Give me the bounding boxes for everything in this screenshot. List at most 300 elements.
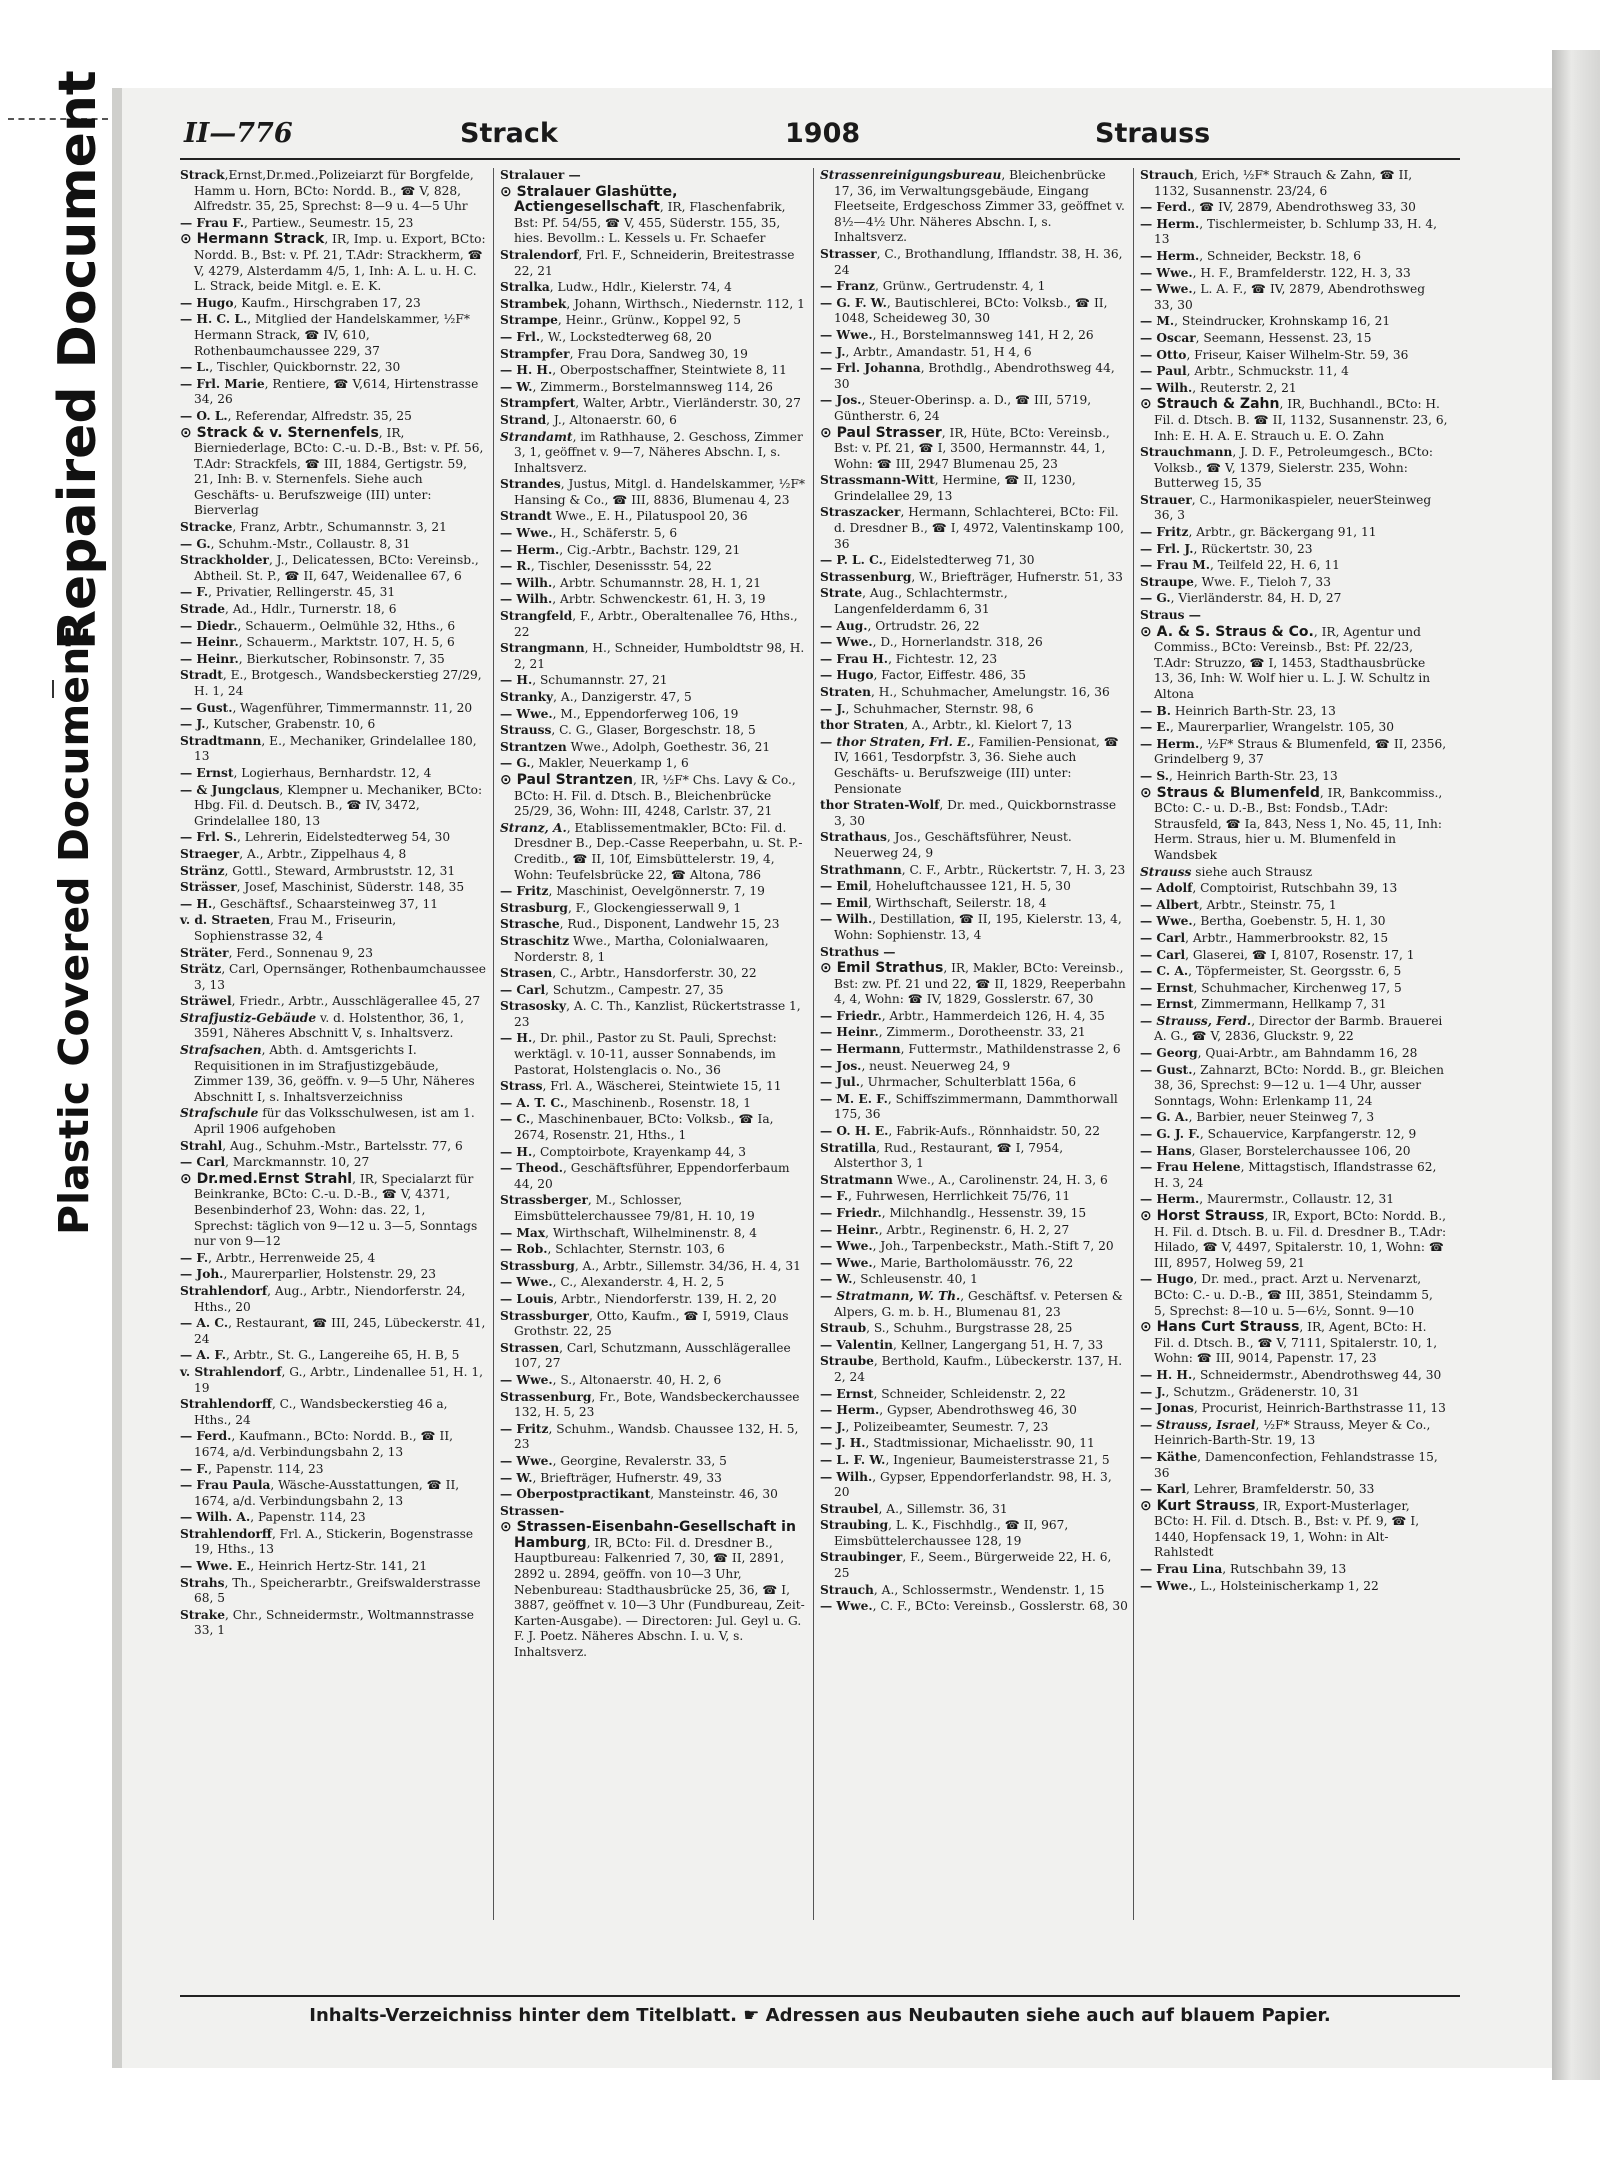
entry-details: , Milchhandlg., Hessenstr. 39, 15 — [881, 1206, 1087, 1220]
entry-details: , A. C. Th., Kanzlist, Rückertstrasse 1, 23 — [514, 999, 801, 1029]
entry-name: — Hermann — [820, 1042, 901, 1057]
directory-entry — [180, 1139, 488, 1155]
entry-name: — Wilh. — [500, 592, 553, 607]
entry-name: — Fritz — [1140, 525, 1189, 540]
entry-name: Straten — [820, 685, 871, 699]
entry-details: , Heinrich Hertz-Str. 141, 21 — [250, 1559, 428, 1574]
entry-name: Strathmann — [820, 862, 902, 877]
entry-details: , ☎ IV, 2879, Abendrothsweg 33, 30 — [1191, 200, 1416, 215]
entry-details: , W., Briefträger, Hufnerstr. 51, 33 — [911, 569, 1123, 584]
directory-entry — [500, 347, 808, 363]
directory-entry — [1140, 997, 1448, 1013]
entry-name: — Wwe. E. — [180, 1559, 251, 1574]
directory-entry — [500, 1422, 808, 1453]
entry-details: , Lehrerin, Eidelstedterweg 54, 30 — [237, 830, 451, 845]
entry-details: , im Rathhause, 2. Geschoss, Zimmer 3, 1, geöffnet v. 9—7, Näheres Abschn. I, s. Inhaltsverz. — [514, 429, 803, 475]
directory-entry — [180, 1478, 488, 1509]
directory-entry — [500, 821, 808, 883]
entry-details: , Arbtr., gr. Bäckergang 91, 11 — [1188, 525, 1377, 540]
directory-entry — [1140, 704, 1448, 720]
directory-entry — [500, 430, 808, 477]
column-divider — [1133, 168, 1134, 1920]
entry-name: Strauch — [1140, 168, 1194, 182]
entry-name: — Gust. — [1140, 1062, 1193, 1077]
entry-name: — Fritz — [500, 884, 549, 899]
directory-entry — [180, 360, 488, 376]
entry-name: — Frau Paula — [180, 1478, 271, 1493]
entry-details: , Arbtr., Reginenstr. 6, H. 2, 27 — [878, 1222, 1070, 1237]
entry-name: — G. F. W. — [820, 295, 887, 310]
entry-name: Strantzen — [500, 739, 567, 754]
directory-entry — [500, 1390, 808, 1421]
entry-details: , Georgine, Revalerstr. 33, 5 — [552, 1453, 727, 1468]
directory-entry — [1140, 445, 1448, 492]
entry-name: Strand — [500, 412, 547, 427]
page-binding-edge — [112, 88, 122, 2068]
directory-entry — [1140, 558, 1448, 574]
entry-details: , Dr. phil., Pastor zu St. Pauli, Sprechst: werktägl. v. 10-11, ausser Sonnabends, im Pastorat, Holstenglacis o. No., 36 — [514, 1031, 777, 1077]
directory-entry — [1140, 1209, 1448, 1271]
entry-details: , IR, Makler, BCto: Vereinsb., Bst: zw. Pf. 21 und 22, ☎ II, 1829, Reeperbahn 4, 4, Wohn: ☎ IV, 1829, Gosslerstr. 67, 30 — [834, 961, 1126, 1007]
directory-entry — [1140, 397, 1448, 444]
entry-details: , Aug., Schuhm.-Mstr., Bartelsstr. 77, 6 — [222, 1138, 463, 1153]
entry-details: , Johann, Wirthsch., Niedernstr. 112, 1 — [566, 296, 805, 311]
directory-entry — [500, 1161, 808, 1192]
entry-name: — M. — [1140, 314, 1175, 329]
directory-entry — [820, 553, 1128, 569]
entry-details: , Heinr., Grünw., Koppel 92, 5 — [557, 313, 741, 328]
directory-entry — [180, 585, 488, 601]
entry-details: , Factor, Eiffestr. 486, 35 — [873, 668, 1026, 683]
entry-details: , A., Arbtr., Sillemstr. 34/36, H. 4, 31 — [574, 1258, 801, 1273]
entry-details: , Damenconfection, Fehlandstrasse 15, 36 — [1154, 1449, 1438, 1480]
entry-details: , Fr., Bote, Wandsbeckerchaussee 132, H. 5, 23 — [514, 1389, 800, 1420]
entry-details: , Töpfermeister, St. Georgsstr. 6, 5 — [1188, 964, 1402, 979]
entry-name: Strangfeld — [500, 609, 573, 624]
directory-entry — [180, 1172, 488, 1250]
directory-entry — [180, 232, 488, 294]
entry-name: — Frl. S. — [180, 830, 238, 845]
entry-name: — Wilh. — [820, 1469, 873, 1484]
directory-entry — [500, 1309, 808, 1340]
entry-details: , Barbier, neuer Steinweg 7, 3 — [1188, 1110, 1375, 1125]
directory-entry — [1140, 981, 1448, 997]
entry-name: — Wilh. A. — [180, 1510, 251, 1525]
entry-name: — Friedr. — [820, 1008, 882, 1023]
entry-details: , A., Sillemstr. 36, 31 — [878, 1501, 1008, 1516]
entry-name: Straszacker — [820, 505, 901, 520]
directory-entry — [820, 912, 1128, 943]
entry-name: Strassburger — [500, 1308, 589, 1323]
entry-details: , Kutscher, Grabenstr. 10, 6 — [205, 717, 376, 732]
entry-details: , IR, Export, BCto: Nordd. B., H. Fil. d. Dtsch. B. u. Fil. d. Dresdner B., T.Adr: Hilado, ☎ V, 4497, Spitalerstr. 10, 1, Wohn: ☎ III, 8957, Holweg 59, 21 — [1154, 1209, 1447, 1270]
entry-name: — Ernst — [180, 765, 234, 780]
entry-name: Strahlendorff — [180, 1526, 272, 1541]
page-header — [180, 112, 1460, 158]
entry-name: ⊙ Straus & Blumenfeld — [1140, 784, 1320, 801]
directory-entry — [1140, 1144, 1448, 1160]
directory-entry — [180, 913, 488, 944]
directory-entry — [820, 702, 1128, 718]
entry-details: , Rud., Restaurant, ☎ I, 7954, Alsterthor 3, 1 — [834, 1140, 1064, 1171]
directory-entry — [500, 330, 808, 346]
entry-details: Wwe., Adolph, Goethestr. 36, 21 — [566, 739, 771, 754]
directory-entry — [500, 396, 808, 412]
entry-name: Straubinger — [820, 1550, 903, 1565]
directory-entry — [180, 1429, 488, 1460]
entry-details: , IR, Buchhandl., BCto: H. Fil. d. Dtsch. B. ☎ II, 1132, Susannenstr. 23, 6, Inh: E. H. A. E. Strauch u. E. O. Zahn — [1154, 397, 1448, 443]
entry-name: Straschitz — [500, 933, 570, 948]
entry-details: , E., Mechaniker, Grindelallee 180, 13 — [194, 733, 477, 764]
entry-name: v. d. Straeten — [180, 913, 271, 928]
entry-details: , IR, ½F* Chs. Lavy & Co., BCto: H. Fil. d. Dtsch. B., Bleichenbrücke 25/29, 36, Wohn: III, 4248, Carlstr. 37, 21 — [514, 772, 796, 819]
entry-name: ⊙ Strassen-Eisenbahn-Gesellschaft in Hamburg — [500, 1519, 796, 1551]
entry-name: Strasser — [820, 246, 877, 261]
entry-name: — S. — [1140, 768, 1170, 783]
entry-details: , Arbtr., Schmuckstr. 11, 4 — [1186, 364, 1349, 379]
entry-name: ⊙ Hermann Strack — [180, 231, 325, 248]
entry-name: Strass — [500, 1079, 543, 1094]
directory-entry — [180, 1106, 488, 1137]
directory-entry — [500, 1275, 808, 1291]
entry-name: Strahl — [180, 1138, 223, 1153]
directory-entry — [1140, 1482, 1448, 1498]
entry-name: — Max — [500, 1225, 546, 1240]
entry-details: , Teilfeld 22, H. 6, 11 — [1210, 558, 1340, 573]
entry-name: — Georg — [1140, 1046, 1198, 1061]
entry-details: , Gypser, Abendrothsweg 46, 30 — [879, 1403, 1077, 1418]
entry-name: Strassenburg — [820, 569, 912, 584]
directory-entry — [500, 740, 808, 756]
directory-entry — [1140, 348, 1448, 364]
directory-entry — [820, 863, 1128, 879]
entry-name: — Heinr. — [820, 1222, 879, 1237]
entry-name: — Herm. — [820, 1403, 880, 1418]
entry-details: , Fabrik-Aufs., Rönnhaidstr. 50, 22 — [888, 1124, 1101, 1139]
entry-name: Strake — [180, 1607, 225, 1622]
directory-entry — [820, 896, 1128, 912]
entry-details: , Maurerparlier, Holstenstr. 29, 23 — [223, 1267, 437, 1282]
entry-details: , W., Lockstedterweg 68, 20 — [540, 329, 712, 344]
directory-entry — [500, 1031, 808, 1078]
entry-details: , Otto, Kaufm., ☎ I, 5919, Claus Grothstr. 22, 25 — [514, 1308, 789, 1339]
entry-name: — H. H. — [1140, 1367, 1193, 1382]
entry-name: Strambek — [500, 296, 567, 311]
entry-name: Strampfer — [500, 346, 570, 361]
entry-details: , G., Arbtr., Lindenallee 51, H. 1, 19 — [194, 1364, 483, 1395]
entry-details: Heinrich Barth-Str. 23, 13 — [1170, 703, 1336, 718]
directory-entry — [820, 1059, 1128, 1075]
entry-name: — A. T. C. — [500, 1095, 565, 1110]
entry-name: Strafschule — [180, 1106, 259, 1121]
directory-entry — [500, 1079, 808, 1095]
directory-entry — [1140, 608, 1448, 624]
directory-entry — [820, 1141, 1128, 1172]
entry-name: Stralendorf — [500, 247, 579, 262]
entry-details: , Etablissementmakler, BCto: Fil. d. Dresdner B., Dep.-Casse Reeperbahn, u. St. P.-Creditb., ☎ II, 10f, Eimsbüttelerstr. 19, 4, Wohn: Teufelsbrücke 22, ☎ Altona, 786 — [514, 820, 803, 882]
directory-entry — [1140, 720, 1448, 736]
directory-entry — [820, 1092, 1128, 1123]
directory-entry — [500, 707, 808, 723]
directory-entry — [820, 586, 1128, 617]
directory-entry — [180, 377, 488, 408]
directory-entry — [820, 879, 1128, 895]
directory-entry — [1140, 931, 1448, 947]
entry-name: — Ernst — [1140, 980, 1194, 995]
entry-details: , J. D. F., Petroleumgesch., BCto: Volksb., ☎ V, 1379, Sielerstr. 235, Wohn: Butterweg 15, 35 — [1154, 445, 1433, 491]
column-2 — [500, 168, 808, 1662]
entry-details: , Bleichenbrücke 17, 36, im Verwaltungsgebäude, Eingang Fleetseite, Erdgeschoss Zimmer 33, geöffnet v. 8½—4½ Uhr. Näheres Abschn. I, s. Inhaltsverz. — [834, 168, 1125, 245]
entry-name: Straus — — [1140, 608, 1201, 623]
entry-name: — H. H. — [500, 363, 553, 378]
entry-name: Stranky — [500, 690, 554, 704]
directory-entry — [820, 798, 1128, 829]
directory-entry — [180, 864, 488, 880]
entry-name: Strauss — [500, 723, 552, 738]
entry-details: , Mitglied der Handelskammer, ½F* Hermann Strack, ☎ IV, 610, Rothenbaumchaussee 229, 37 — [194, 312, 470, 358]
directory-entry — [1140, 1110, 1448, 1126]
entry-details: , Grünw., Gertrudenstr. 4, 1 — [874, 279, 1046, 294]
directory-entry — [180, 783, 488, 830]
directory-entry — [1140, 1385, 1448, 1401]
entry-details: , Josef, Maschinist, Süderstr. 148, 35 — [236, 880, 465, 895]
directory-entry — [820, 1189, 1128, 1205]
entry-name: — Friedr. — [820, 1206, 882, 1220]
entry-details: , Schuhmacher, Sternstr. 98, 6 — [845, 701, 1034, 716]
column-4 — [1140, 168, 1448, 1595]
entry-details: , Briefträger, Hufnerstr. 49, 33 — [532, 1470, 722, 1485]
entry-name: — Wwe. — [1140, 1578, 1193, 1593]
entry-name: — Carl — [1140, 947, 1186, 962]
entry-details: , Arbtr. Schwenckestr. 61, H. 3, 19 — [552, 592, 766, 607]
entry-name: — Wwe. — [500, 706, 553, 721]
column-divider — [813, 168, 814, 1920]
entry-name: — Heinr. — [180, 635, 239, 650]
entry-name: — Oscar — [1140, 330, 1196, 345]
directory-entry — [180, 426, 488, 520]
entry-name: Strackholder — [180, 553, 269, 568]
entry-name: — H. C. L. — [180, 312, 248, 327]
directory-entry — [820, 1223, 1128, 1239]
directory-entry — [820, 168, 1128, 246]
directory-entry — [500, 297, 808, 313]
entry-name: — Wwe. — [820, 1239, 873, 1254]
entry-name: ⊙ Strack & v. Sternenfels — [180, 424, 379, 441]
entry-name: — Theod. — [500, 1161, 564, 1176]
entry-details: , Maurerparlier, Wrangelstr. 105, 30 — [1169, 720, 1395, 735]
entry-details: , Gypser, Eppendorferlandstr. 98, H. 3, 20 — [834, 1469, 1112, 1500]
directory-entry — [180, 994, 488, 1010]
directory-entry — [1140, 364, 1448, 380]
entry-details: Wwe., E. H., Pilatuspool 20, 36 — [551, 509, 748, 524]
directory-entry — [1140, 769, 1448, 785]
directory-entry — [180, 766, 488, 782]
entry-details: , Abth. d. Amtsgerichts I. Requisitionen in im Strafjustizgebäude, Zimmer 139, 36, geöffn. v. 9—5 Uhr, Näheres Abschnitt I, s. Inhaltsverzeichniss — [194, 1043, 475, 1104]
entry-name: — Strauss, Ferd. — [1140, 1013, 1252, 1028]
directory-entry — [1140, 1160, 1448, 1191]
directory-entry — [500, 1193, 808, 1224]
entry-name: — G. — [500, 756, 531, 771]
entry-name: — L. F. W. — [820, 1452, 886, 1467]
directory-entry — [180, 409, 488, 425]
entry-name: — Frau Lina — [1140, 1562, 1223, 1577]
directory-entry — [180, 830, 488, 846]
directory-entry — [820, 830, 1128, 861]
directory-entry — [500, 1504, 808, 1520]
entry-name: — Ernst — [820, 1386, 874, 1401]
entry-name: Strasche — [500, 917, 560, 932]
entry-name: Strasburg — [500, 900, 568, 915]
entry-name: — Frl. Marie — [180, 376, 265, 391]
directory-entry — [820, 1206, 1128, 1222]
entry-name: — J. H. — [820, 1436, 866, 1451]
entry-details: , Rutschbahn 39, 13 — [1222, 1562, 1347, 1577]
entry-details: , Schutzm., Grädenerstr. 10, 31 — [1165, 1384, 1360, 1399]
entry-details: , ½F* Strauss, Meyer & Co., Heinrich-Barth-Str. 19, 13 — [1154, 1417, 1431, 1448]
directory-entry — [820, 1583, 1128, 1599]
entry-details: , Schneidermstr., Abendrothsweg 44, 30 — [1192, 1367, 1442, 1382]
entry-name: thor Straten — [820, 718, 905, 733]
entry-details: für das Volksschulwesen, ist am 1. April 1906 aufgehoben — [194, 1106, 475, 1137]
directory-entry — [1140, 1063, 1448, 1110]
entry-details: , Familien-Pensionat, ☎ IV, 1661, Tesdorpfstr. 3, 36. Siehe auch Geschäfts- u. Berufszweige (III) unter: Pensionate — [834, 734, 1119, 796]
entry-name: ⊙ Paul Strantzen — [500, 771, 633, 788]
directory-entry — [500, 884, 808, 900]
entry-name: — A. C. — [180, 1316, 229, 1331]
entry-details: , Kellner, Langergang 51, H. 7, 33 — [893, 1337, 1104, 1352]
entry-name: Straupe — [1140, 574, 1194, 589]
directory-entry — [1140, 591, 1448, 607]
directory-entry — [500, 934, 808, 965]
directory-entry — [180, 1397, 488, 1428]
entry-name: — Wwe. — [1140, 265, 1193, 280]
entry-details: , Maschinist, Oevelgönnerstr. 7, 19 — [548, 884, 765, 899]
entry-name: — J. — [180, 717, 206, 732]
entry-name: — E. — [1140, 720, 1170, 735]
entry-details: , Rentiere, ☎ V,614, Hirtenstrasse 34, 26 — [194, 376, 479, 407]
directory-entry — [180, 1608, 488, 1639]
entry-details: , Schleusenstr. 40, 1 — [852, 1272, 978, 1287]
entry-details: , Rückertstr. 30, 23 — [1193, 541, 1313, 556]
entry-name: — C. A. — [1140, 964, 1189, 979]
directory-entry — [820, 1420, 1128, 1436]
entry-details: , Jos., Geschäftsführer, Neust. Neuerweg 24, 9 — [834, 830, 1072, 860]
entry-details: , ½F* Straus & Blumenfeld, ☎ II, 2356, Grindelberg 9, 37 — [1154, 736, 1447, 767]
entry-details: , IR, Agentur und Commiss., BCto: Vereinsb., Bst: Pf. 22/23, T.Adr: Struzzo, ☎ I, 1453, Stadthausbrücke 13, 36, Inh: W. Wolf hier u. L. J. W. Schultz in Altona — [1154, 624, 1431, 701]
directory-entry — [500, 999, 808, 1030]
directory-entry — [500, 1341, 808, 1372]
directory-entry — [1140, 282, 1448, 313]
entry-name: — F. — [180, 585, 209, 600]
entry-details: , Th., Speicherarbtr., Greifswalderstrasse 68, 5 — [194, 1575, 481, 1606]
entry-details: , Ludw., Hdlr., Kielerstr. 74, 4 — [549, 280, 732, 295]
entry-name: — G. — [180, 536, 211, 551]
entry-details: , Stadtmissionar, Michaelisstr. 90, 11 — [865, 1436, 1095, 1451]
entry-details: , Papenstr. 114, 23 — [250, 1510, 366, 1525]
directory-entry — [500, 1145, 808, 1161]
entry-details: , Logierhaus, Bernhardstr. 12, 4 — [233, 765, 432, 780]
entry-name: — Wilh. — [500, 575, 553, 590]
entry-name: — G. A. — [1140, 1110, 1189, 1125]
entry-name: — Carl — [180, 1155, 226, 1170]
entry-details: , Steuer-Oberinsp. a. D., ☎ III, 5719, Güntherstr. 6, 24 — [834, 393, 1092, 423]
directory-entry — [820, 1256, 1128, 1272]
entry-name: Strassberger — [500, 1193, 588, 1208]
directory-entry — [180, 1267, 488, 1283]
entry-details: , Justus, Mitgl. d. Handelskammer, ½F* Hansing & Co., ☎ III, 8836, Blumenau 4, 23 — [514, 477, 805, 507]
entry-name: — Frau H. — [820, 651, 889, 666]
entry-details: , Comptoirist, Rutschbahn 39, 13 — [1192, 881, 1398, 896]
entry-details: , L. K., Fischhdlg., ☎ II, 967, Eimsbüttelerchaussee 128, 19 — [834, 1518, 1069, 1548]
entry-name: — & Jungclaus — [180, 782, 280, 797]
directory-entry — [1140, 200, 1448, 216]
entry-details: , Arbtr., Amandastr. 51, H 4, 6 — [845, 344, 1032, 359]
directory-entry — [820, 1338, 1128, 1354]
entry-details: , Schuhm.-Mstr., Collaustr. 8, 31 — [210, 536, 411, 551]
entry-details: , E., Brotgesch., Wandsbeckerstieg 27/29, H. 1, 24 — [194, 668, 482, 698]
entry-details: , Comptoirbote, Krayenkamp 44, 3 — [532, 1144, 746, 1159]
entry-details: , Ad., Hdlr., Turnerstr. 18, 6 — [225, 602, 397, 617]
directory-entry — [820, 1272, 1128, 1288]
entry-name: — Herm. — [500, 542, 560, 557]
directory-entry — [500, 773, 808, 820]
entry-name: Stratmann — [820, 1172, 893, 1187]
entry-name: Strandamt — [500, 429, 573, 444]
directory-entry — [1140, 737, 1448, 768]
directory-entry — [1140, 1014, 1448, 1045]
directory-entry — [820, 1173, 1128, 1189]
directory-entry — [1140, 1127, 1448, 1143]
directory-entry — [820, 1124, 1128, 1140]
entry-name: Stränz — [180, 863, 225, 878]
entry-details: , H., Schuhmacher, Amelungstr. 16, 36 — [871, 685, 1110, 699]
entry-details: , IR, Specialarzt für Beinkranke, BCto: C.-u. D.-B., ☎ V, 4371, Besenbinderhof 23, Wohn: das. 22, 1, Sprechst: täglich von 9—12 u. 3—5, Sonntags nur von 9—12 — [194, 1171, 478, 1249]
entry-details: , L., Holsteinischerkamp 1, 22 — [1192, 1578, 1379, 1593]
entry-columns — [180, 168, 1460, 1920]
directory-entry — [1140, 1192, 1448, 1208]
entry-details: , Director der Barmb. Brauerei A. G., ☎ V, 2836, Gluckstr. 9, 22 — [1154, 1013, 1443, 1044]
entry-details: , D., Hornerlandstr. 318, 26 — [872, 635, 1043, 650]
directory-entry — [500, 1454, 808, 1470]
entry-details: , Mittagstisch, Iflandstrasse 62, H. 3, 24 — [1154, 1160, 1437, 1190]
entry-details: , Seemann, Hessenst. 23, 15 — [1195, 330, 1372, 345]
entry-name: ⊙ Kurt Strauss — [1140, 1497, 1256, 1514]
entry-name: — Wwe. — [820, 635, 873, 650]
entry-name: — Herm. — [1140, 1192, 1200, 1207]
entry-details: , Tischler, Quickbornstr. 22, 30 — [209, 360, 401, 375]
entry-details: , H., Borstelmannsweg 141, H 2, 26 — [872, 327, 1094, 342]
entry-details: , Carl, Schutzmann, Ausschlägerallee 107, 27 — [514, 1340, 791, 1371]
directory-entry — [820, 1436, 1128, 1452]
directory-entry — [1140, 948, 1448, 964]
entry-details: , Makler, Neuerkamp 1, 6 — [530, 756, 689, 771]
directory-entry — [1140, 542, 1448, 558]
directory-entry — [180, 1576, 488, 1607]
directory-entry — [820, 1502, 1128, 1518]
entry-name: Strahs — [180, 1575, 225, 1590]
entry-details: , IR, Export-Musterlager, BCto: H. Fil. d. Dtsch. B., Bst: v. Pf. 9, ☎ I, 1440, Hopfensack 19, 1, Wohn: in Alt-Rahlstedt — [1154, 1498, 1420, 1560]
entry-name: — Ernst — [1140, 997, 1194, 1012]
entry-name: — Wwe. — [1140, 914, 1193, 929]
directory-entry — [500, 901, 808, 917]
entry-details: , Restaurant, ☎ III, 245, Lübeckerstr. 41, 24 — [194, 1316, 486, 1346]
entry-name: Straeger — [180, 846, 240, 861]
directory-entry — [180, 1043, 488, 1105]
entry-details: , Kaufm., Hirschgraben 17, 23 — [233, 295, 421, 310]
entry-name: — F. — [820, 1189, 849, 1204]
directory-entry — [1140, 625, 1448, 703]
entry-details: , Schauerm., Marktstr. 107, H. 5, 6 — [238, 635, 455, 650]
